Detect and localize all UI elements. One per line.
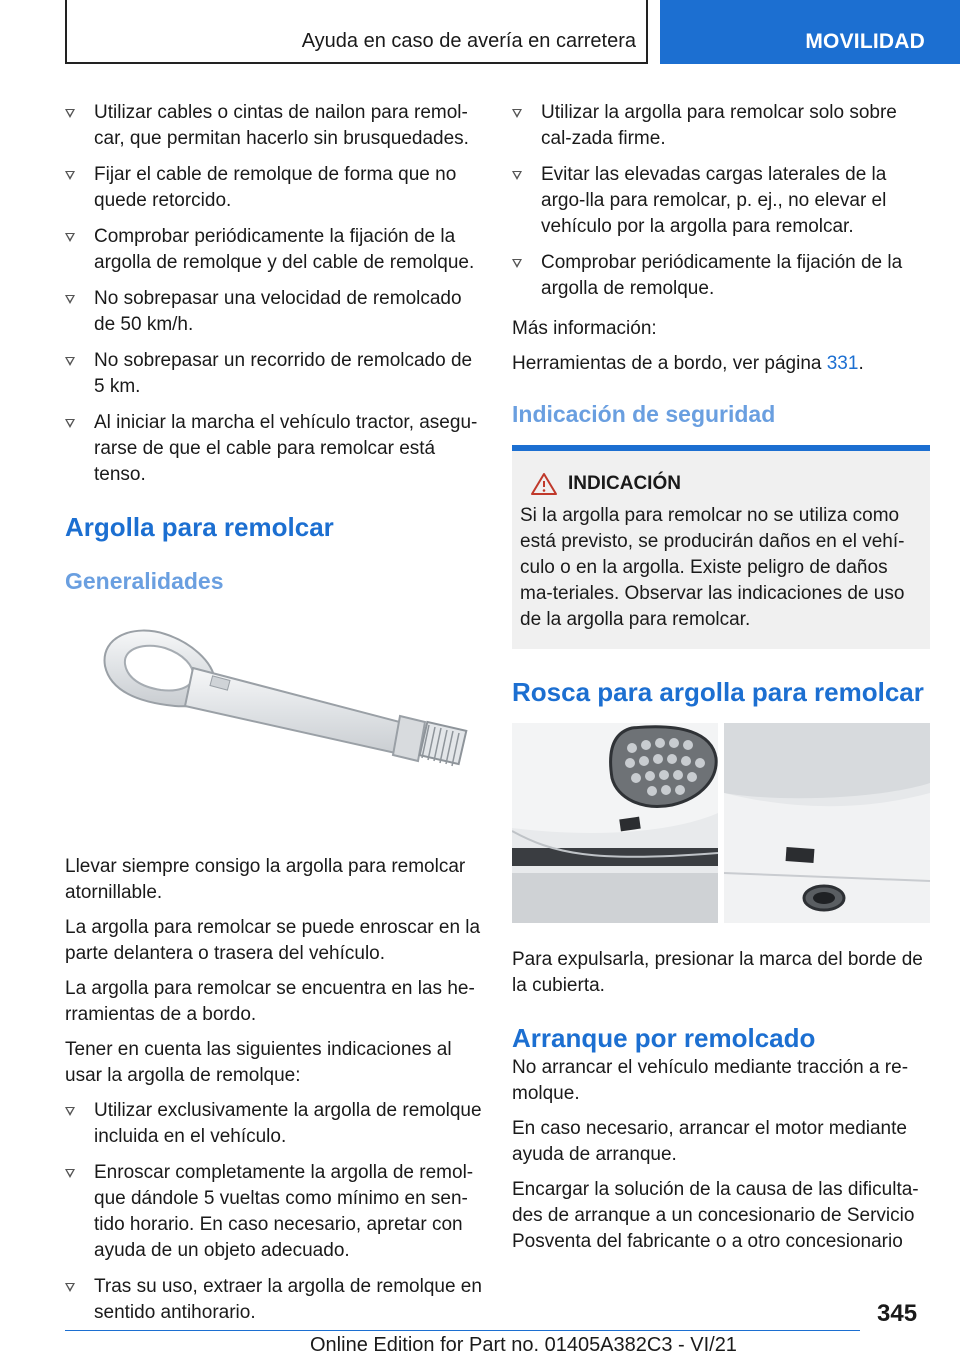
paragraph: Para expulsarla, presionar la marca del borde de la cubierta. (512, 949, 923, 996)
front-bumper-photo (512, 723, 718, 923)
triangle-bullet-icon (65, 295, 75, 304)
triangle-bullet-icon (65, 171, 75, 180)
triangle-bullet-icon (65, 419, 75, 428)
page-number: 345 (877, 1300, 918, 1327)
notice-title: INDICACIÓN (568, 473, 681, 494)
paragraph: Llevar siempre consigo la argolla para remolcar atornillable. (65, 856, 466, 903)
edition-info: Online Edition for Part no. 01405A382C3 - VI/21 (310, 1334, 737, 1356)
chapter-tab (660, 0, 960, 64)
notice-title-row (530, 471, 922, 497)
list-item: Tras su uso, extraer la argolla de remolque en sentido antihorario. (65, 1274, 483, 1326)
triangle-bullet-icon (65, 357, 75, 366)
paragraph: La argolla para remolcar se puede enroscar en la parte delantera o trasera del vehículo. (65, 917, 481, 964)
paragraph: Encargar la solución de la causa de las dificulta-des de arranque a un concesionario de Servicio Posventa del fabricante o a otro concesionario (512, 1179, 919, 1252)
list-item: Fijar el cable de remolque de forma que no quede retorcido. (65, 162, 483, 214)
triangle-bullet-icon (512, 259, 522, 268)
list-item: Enroscar completamente la argolla de remol-que dándole 5 vueltas como mínimo en sen-tido horario. En caso necesario, apretar con ayuda de un objeto adecuado. (65, 1160, 483, 1264)
paragraph: No arrancar el vehículo mediante tracción a re-molque. (512, 1057, 909, 1104)
list-item: No sobrepasar una velocidad de remolcado de 50 km/h. (65, 286, 483, 338)
list-item: Utilizar cables o cintas de nailon para remol-car, que permitan hacerlo sin brusquedades. (65, 100, 483, 152)
paragraph: La argolla para remolcar se encuentra en las he-rramientas de a bordo. (65, 978, 475, 1025)
list-item: Evitar las elevadas cargas laterales de la argo-lla para remolcar, p. ej., no elevar el vehículo por la argolla para remolcar. (512, 162, 930, 240)
footer-divider (65, 1330, 860, 1331)
bullet-list-top (65, 100, 483, 488)
more-info-label: Más información: (512, 318, 657, 339)
triangle-bullet-icon (512, 171, 522, 180)
notice-text: Si la argolla para remolcar no se utiliza como está previsto, se producirán daños en el vehí-culo o en la argolla. Existe peligro de daños ma-teriales. Observar las indicaciones de uso de la argolla para remolcar. (520, 505, 905, 630)
triangle-bullet-icon (65, 1169, 75, 1178)
page-link[interactable]: 331 (826, 353, 859, 374)
notice-box (512, 445, 930, 649)
heading-arranque: Arranque por remolcado (512, 1023, 816, 1053)
list-item: No sobrepasar un recorrido de remolcado de 5 km. (65, 348, 483, 400)
section-title: Ayuda en caso de avería en carretera (301, 30, 636, 52)
heading-generalidades: Generalidades (65, 568, 224, 594)
warning-triangle-icon (530, 472, 558, 496)
bullet-list-right (512, 100, 930, 302)
page-header (0, 0, 960, 66)
tow-hook-image (65, 606, 483, 836)
paragraph: Tener en cuenta las siguientes indicaciones al usar la argolla de remolque: (65, 1039, 452, 1086)
chapter-tab-label: MOVILIDAD (805, 30, 925, 53)
list-item: Al iniciar la marcha el vehículo tractor, asegu-rarse de que el cable para remolcar está tenso. (65, 410, 483, 488)
triangle-bullet-icon (65, 109, 75, 118)
list-item: Comprobar periódicamente la fijación de la argolla de remolque. (512, 250, 930, 302)
heading-rosca: Rosca para argolla para remolcar (512, 677, 924, 707)
right-column (512, 100, 930, 1264)
list-item: Comprobar periódicamente la fijación de la argolla de remolque y del cable de remolque. (65, 224, 483, 276)
list-item: Utilizar exclusivamente la argolla de remolque incluida en el vehículo. (65, 1098, 483, 1150)
triangle-bullet-icon (65, 1283, 75, 1292)
triangle-bullet-icon (65, 1107, 75, 1116)
heading-seguridad: Indicación de seguridad (512, 401, 776, 427)
triangle-bullet-icon (512, 109, 522, 118)
photo-pair (512, 723, 930, 923)
left-column (65, 100, 483, 1336)
heading-argolla: Argolla para remolcar (65, 512, 334, 542)
paragraph: En caso necesario, arrancar el motor mediante ayuda de arranque. (512, 1118, 907, 1165)
bullet-list-bottom (65, 1098, 483, 1326)
list-item: Utilizar la argolla para remolcar solo sobre cal-zada firme. (512, 100, 930, 152)
tools-reference: Herramientas de a bordo, ver página 331. (512, 353, 864, 374)
triangle-bullet-icon (65, 233, 75, 242)
rear-bumper-photo (724, 723, 930, 923)
